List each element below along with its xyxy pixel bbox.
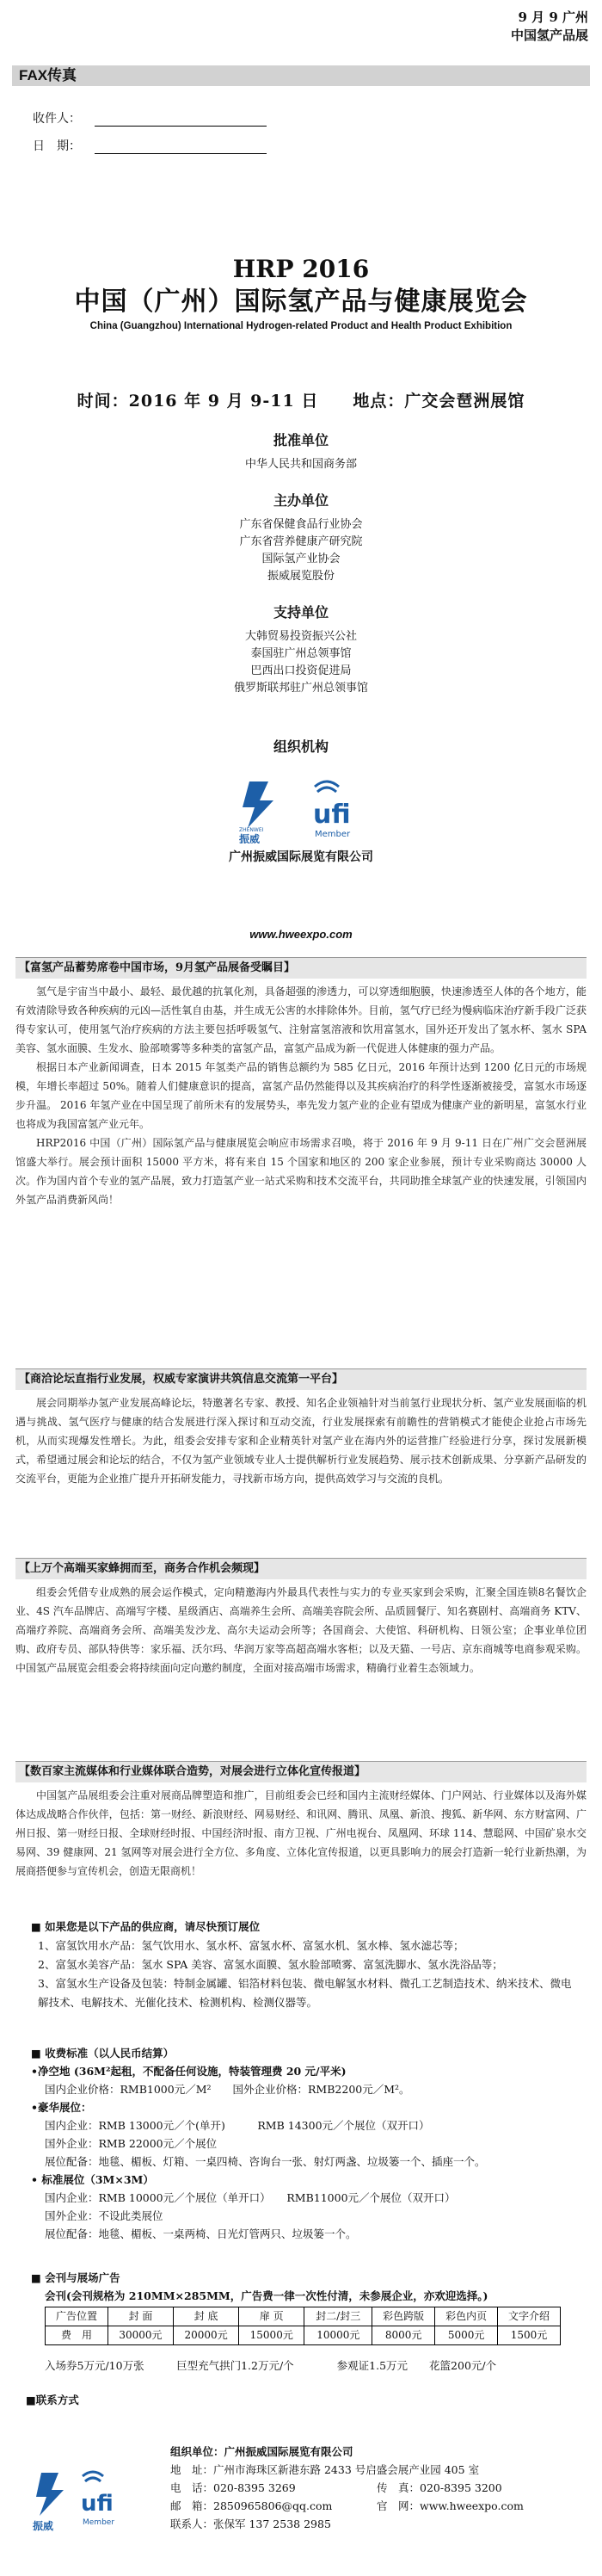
contact-org: 组织单位：广州振威国际展览有限公司 bbox=[170, 2445, 353, 2458]
categories-title: ■ 如果您是以下产品的供应商，请尽快预订展位 bbox=[31, 1920, 261, 1933]
contact-info bbox=[170, 2443, 583, 2533]
table-header-cell: 封二/封三 bbox=[304, 2307, 372, 2326]
fax-date-label: 日 期： bbox=[33, 139, 81, 153]
website-url[interactable]: www.hweexpo.com bbox=[249, 928, 353, 941]
table-cell: 30000元 bbox=[108, 2326, 173, 2345]
contact-title-block bbox=[26, 2391, 576, 2409]
fees-luxury-conf: 展位配备：地毯、楣板、灯箱、一桌四椅、咨询台一张、射灯两盏、垃圾篓一个、插座一个。 bbox=[45, 2155, 486, 2168]
zhenwei-logo-icon bbox=[32, 2473, 64, 2532]
support-heading: 支持单位 bbox=[273, 604, 329, 621]
host-item: 国际氢产业协会 bbox=[261, 553, 341, 565]
section-market bbox=[15, 957, 587, 1209]
fax-recipient-label: 收件人： bbox=[33, 112, 81, 126]
ads-title: ■ 会刊与展场广告 bbox=[31, 2271, 120, 2284]
section-para: 组委会凭借专业成熟的展会运作模式，定向精邀海内外最具代表性与实力的专业买家到会采购，汇聚全国连锁8名餐饮企业、4S 汽车品牌店、高端写字楼、星级酒店、高端养生会所、高端美容院会所、品质圆餐厅、知名赛剧村、高端商务 KTV、高端疗养院、高端商务会所、高端美发沙龙、高尔夫运动会所等；各国商会、大使馆、科研机构、日领公室；企事业单位团购、政府专员、部队特供等：家乐福、沃尔玛、华润万家等高超高端水客柜；以及天猫、一号店、京东商城等电商参观采购。中国氢产品展览会组委会将持续面向定向邀约制度，全面对接高端市场需求，精确行业着生态领域力。 bbox=[15, 1586, 587, 1675]
table-cell: 20000元 bbox=[174, 2326, 239, 2345]
event-title-block bbox=[0, 254, 602, 333]
contact-logos bbox=[29, 2466, 132, 2535]
support-item: 大韩贸易投资振兴公社 bbox=[244, 630, 357, 643]
zhenwei-logo-cn: 振威 bbox=[33, 2520, 54, 2532]
contact-fax: 传 真：020-8395 3200 bbox=[377, 2481, 502, 2494]
organizer-heading-block bbox=[0, 737, 602, 763]
contact-phone: 电 话：020-8395 3269 bbox=[170, 2481, 296, 2494]
section-para: 氢气是宇宙当中最小、最轻、最优越的抗氧化剂，具备超强的渗透力，可以穿透细胞膜，快速渗透至人体的各个地方，能有效清除导致各种疾病的元凶—活性氧自由基，并生成无公害的水排除体外。目前，氢气疗已经为慢病临床治疗新手段广泛获得专家认可，使用氢气治疗疾病的方法主要包括呼吸氢气、注射富氢溶液和饮用富氢水，国外还开发出了氢水杯、氢水 SPA 美容、氢水面膜、生发水、脸部喷雾等多种类的富氢产品，富氢产品成为新一代促进人体健康的强力产品。 bbox=[15, 985, 587, 1055]
table-header-cell: 封 底 bbox=[174, 2307, 239, 2326]
header-title: 中国氢产品展 bbox=[510, 28, 588, 43]
contact-logo-svg bbox=[29, 2466, 132, 2535]
table-cell: 1500元 bbox=[498, 2326, 561, 2345]
host-item: 振威展览股份 bbox=[267, 570, 335, 583]
section-title: 【上万个高端买家蜂拥而至，商务合作机会频现】 bbox=[15, 1558, 587, 1579]
approval-heading: 批准单位 bbox=[273, 432, 329, 448]
section-title: 【数百家主流媒体和行业媒体联合造势，对展会进行立体化宣传报道】 bbox=[15, 1761, 587, 1782]
ufi-logo-icon bbox=[313, 781, 351, 839]
table-header-row bbox=[46, 2307, 561, 2326]
ufi-logo-text: ufi bbox=[81, 2491, 114, 2517]
fees-std-head: • 标准展位（3M×3M） bbox=[31, 2173, 154, 2186]
fees-title: ■ 收费标准（以人民币结算） bbox=[31, 2047, 175, 2060]
ufi-logo-icon bbox=[81, 2472, 114, 2527]
fax-title-bar: FAX传真 bbox=[12, 65, 590, 86]
category-item: 3、富氢水生产设备及包装：特制金属罐、铝箔材料包装、微电解氢水材料、微孔工艺制造技术、纳米技术、微电解技术、电解技术、光催化技术、检测机构、检测仪器等。 bbox=[38, 1977, 572, 2009]
support-item: 泰国驻广州总领事馆 bbox=[250, 647, 352, 660]
table-header-cell: 广告位置 bbox=[46, 2307, 108, 2326]
table-header-cell: 封 面 bbox=[108, 2307, 173, 2326]
contact-title: ■联系方式 bbox=[26, 2394, 79, 2406]
category-item: 1、富氢饮用水产品：氢气饮用水、氢水杯、富氢水杯、富氢水机、氢水棒、氢水滤芯等； bbox=[38, 1939, 464, 1952]
fees-luxury-head: •豪华展位： bbox=[31, 2101, 92, 2114]
section-para: 根据日本产业新闻调查，日本 2015 年氢类产品的销售总额约为 585 亿日元，2016 年预计达到 1200 亿日元的市场规模，年增长率超过 50%。随着人们健康意识的提高，富氢产品仍然能得以及其疾病治疗的科学性逐渐被接受，富氢水市场逐步升温。 2016 年氢产业在中国呈现了前所未有的发展势头，率先发力氢产业的企业有望成为健康产业的新明星，富氢水行业也将成为我国富氢产业元年。 bbox=[15, 1061, 587, 1131]
fees-raw-head: •净空地 (36M²起租，不配备任何设施，特装管理费 20 元/平米) bbox=[31, 2065, 347, 2078]
fees-raw-prices: 国内企业价格：RMB1000元／M² 国外企业价格：RMB2200元／M²。 bbox=[45, 2083, 410, 2096]
contact-site[interactable]: 官 网：www.hweexpo.com bbox=[377, 2499, 524, 2512]
product-categories bbox=[31, 1918, 581, 2012]
section-forum bbox=[15, 1368, 587, 1488]
fax-recipient-line bbox=[95, 126, 267, 127]
table-cell: 10000元 bbox=[304, 2326, 372, 2345]
section-title: 【商洽论坛直指行业发展，权威专家演讲共筑信息交流第一平台】 bbox=[15, 1368, 587, 1390]
host-item: 广东省营养健康产研究院 bbox=[239, 535, 363, 548]
contact-email-site-row bbox=[170, 2497, 583, 2515]
contact-person: 联系人：张保军 137 2538 2985 bbox=[170, 2517, 331, 2530]
fees-std-int: 国外企业：不设此类展位 bbox=[45, 2209, 163, 2222]
host-heading: 主办单位 bbox=[273, 492, 329, 509]
fee-standards bbox=[31, 2044, 581, 2243]
event-title-cn: 中国（广州）国际氢产品与健康展览会 bbox=[74, 287, 528, 317]
approval-item: 中华人民共和国商务部 bbox=[244, 458, 357, 471]
host-item: 广东省保健食品行业协会 bbox=[239, 518, 363, 531]
fax-date-line bbox=[95, 153, 267, 154]
table-cell: 8000元 bbox=[372, 2326, 435, 2345]
table-header-cell: 彩色跨版 bbox=[372, 2307, 435, 2326]
table-header-cell: 扉 页 bbox=[239, 2307, 304, 2326]
ufi-logo-text: ufi bbox=[313, 800, 351, 830]
ads-block bbox=[31, 2269, 581, 2305]
section-para: HRP2016 中国（广州）国际氢产品与健康展览会响应市场需求召唤，将于 2016 年 9 月 9-11 日在广州广交会琶洲展馆盛大举行。展会预计面积 15000 平方米，将有来自 15 个国家和地区的 200 家企业参展，预计专业采购商达 30000 人次。作为国内首个专业的氢产品展，致力打造氢产业一站式采购和技术交流平台，共同助推全球氢产业的快速发展，引领国内外氢产品消费新风尚！ bbox=[15, 1137, 587, 1207]
table-cell: 15000元 bbox=[239, 2326, 304, 2345]
contact-phone-fax-row bbox=[170, 2479, 583, 2497]
contact-email[interactable]: 邮 箱：2850965806@qq.com bbox=[170, 2499, 333, 2512]
support-item: 巴西出口投资促进局 bbox=[250, 664, 352, 677]
support-units bbox=[0, 602, 602, 697]
ads-extra: 入场券5万元/10万张 巨型充气拱门1.2万元/个 参观证1.5万元 花篮200元/个 bbox=[45, 2359, 497, 2372]
organizer-logos bbox=[230, 775, 377, 843]
table-header-cell: 文字介绍 bbox=[498, 2307, 561, 2326]
contact-address: 地 址：广州市海珠区新港东路 2433 号启盛会展产业园 405 室 bbox=[170, 2463, 480, 2476]
fees-luxury-int: 国外企业：RMB 22000元／个展位 bbox=[45, 2137, 218, 2150]
logo-svg bbox=[230, 775, 377, 843]
category-item: 2、富氢水美容产品：氢水 SPA 美容、富氢水面膜、氢水脸部喷雾、富氢洗脚水、氢水洗浴品等； bbox=[38, 1958, 503, 1971]
table-header-cell: 彩色内页 bbox=[435, 2307, 498, 2326]
section-para: 展会同期举办氢产业发展高峰论坛，特邀著名专家、教授、知名企业领袖针对当前氢行业现状分析、氢产业发展面临的机遇与挑战、氢气医疗与健康的结合发展进行深入探讨和互动交流，行业发展探索有前瞻性的营销模式才能使企业抢占市场先机，从而实现爆发性增长。为此，组委会安排专家和企业精英针对氢产业在海内外的运营推广经验进行分享，探讨发展新模式，希望通过展会和论坛的结合，不仅为氢产业领域专业人士提供解析行业发展趋势、展示技术创新成果、分享新产品研发的交流平台，更能为企业推广提升开拓研发能力，寻找新市场方向，提供高效学习与交流的良机。 bbox=[15, 1397, 587, 1486]
header-date-block bbox=[511, 9, 588, 45]
ufi-logo-sub: Member bbox=[83, 2518, 115, 2527]
ufi-logo-sub: Member bbox=[315, 830, 351, 839]
table-cell: 5000元 bbox=[435, 2326, 498, 2345]
section-title: 【富氢产品蓄势席卷中国市场，9月氢产品展备受瞩目】 bbox=[15, 957, 587, 979]
ads-note: 会刊(会刊规格为 210MM×285MM，广告费一律一次性付清，未参展企业，亦欢迎选择。) bbox=[45, 2289, 488, 2302]
section-para: 中国氢产品展组委会注重对展商品牌塑造和推广，目前组委会已经和国内主流财经媒体、门户网站、行业媒体以及海外媒体达成战略合作伙伴，包括：第一财经、新浪财经、网易财经、和讯网、腾讯、凤凰、新浪、搜狐、新华网、东方财富网、广州日报、第一财经日报、全球财经时报、中国经济时报、南方卫视、广州电视台、凤凰网、环球 114、慧聪网、中国矿泉水交易网、39 健康网、21 氢网等对展会进行全方位、多角度、立体化宣传报道，以更具影响力的展会打造新一轮行业新热潮，为展商搭便参与宣传机会，创造无限商机！ bbox=[15, 1789, 587, 1878]
fees-luxury-dom: 国内企业：RMB 13000元／个(单开) RMB 14300元／个展位（双开口） bbox=[45, 2119, 430, 2132]
approval-unit bbox=[0, 430, 602, 473]
host-units bbox=[0, 491, 602, 585]
event-time-venue: 时间：2016 年 9 月 9-11 日 地点：广交会琶洲展馆 bbox=[77, 392, 525, 411]
section-buyers bbox=[15, 1558, 587, 1677]
zhenwei-logo-icon bbox=[238, 781, 273, 843]
event-hrp: HRP 2016 bbox=[232, 255, 370, 283]
zhenwei-logo-en: ZHENWEI bbox=[239, 827, 264, 833]
ad-price-table bbox=[45, 2307, 561, 2345]
organizer-company: 广州振威国际展览有限公司 bbox=[229, 850, 373, 864]
fees-std-conf: 展位配备：地毯、楣板、一桌两椅、日光灯管两只、垃圾篓一个。 bbox=[45, 2227, 357, 2240]
section-media bbox=[15, 1761, 587, 1881]
organizer-heading: 组织机构 bbox=[273, 738, 329, 755]
table-row-label: 费 用 bbox=[46, 2326, 108, 2345]
event-title-en: China (Guangzhou) International Hydrogen-related Product and Health Product Exhibition bbox=[89, 321, 513, 331]
zhenwei-logo-cn: 振威 bbox=[239, 833, 261, 843]
fees-std-dom: 国内企业：RMB 10000元／个展位（单开口） RMB11000元／个展位（双开口） bbox=[45, 2191, 456, 2204]
header-date: 9 月 9 广州 bbox=[518, 9, 588, 25]
table-row bbox=[46, 2326, 561, 2345]
support-item: 俄罗斯联邦驻广州总领事馆 bbox=[233, 682, 368, 695]
